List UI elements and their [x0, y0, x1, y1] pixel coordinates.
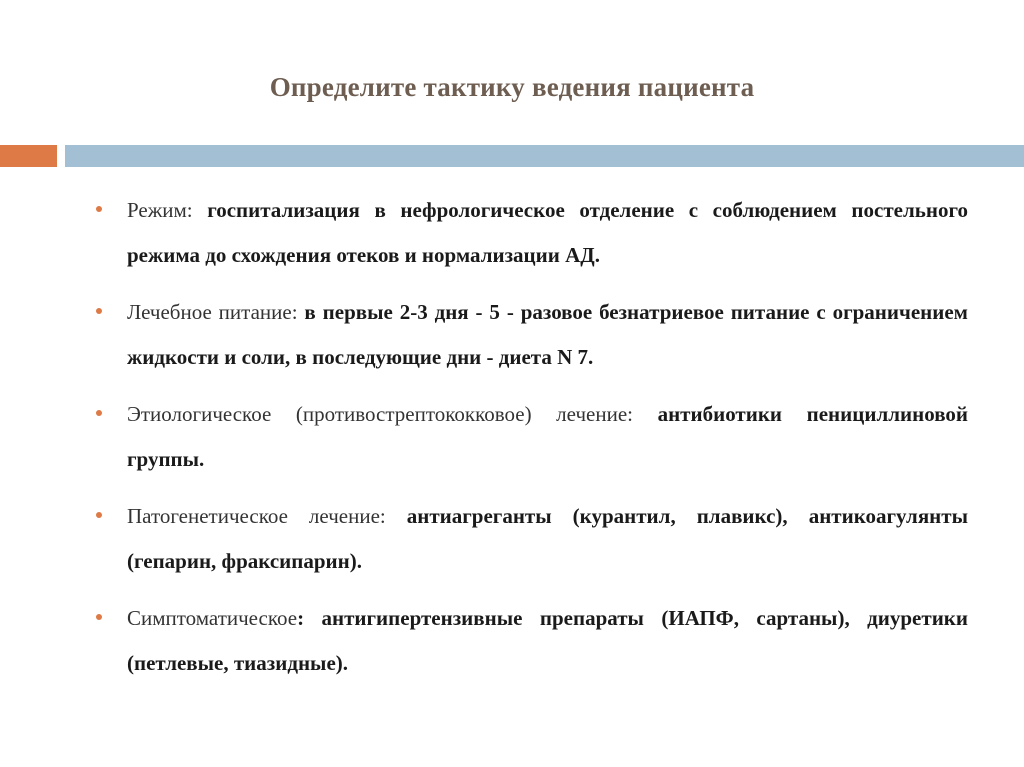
bullet-text: : антигипертензивные препараты (ИАПФ, сартаны), диуретики (петлевые, тиазидные).	[127, 606, 968, 675]
bullet-list	[96, 188, 968, 698]
bullet-lead: Режим:	[127, 198, 208, 222]
divider-accent-block	[0, 145, 57, 167]
bullet-dot-icon	[96, 206, 102, 212]
bullet-item-etiology	[96, 392, 968, 482]
bullet-dot-icon	[96, 410, 102, 416]
divider-bar	[65, 145, 1024, 167]
bullet-text: антибиотики пенициллиновой группы.	[127, 402, 968, 471]
bullet-text: в первые 2-3 дня - 5 - разовое безнатриевое питание с ограничением жидкости и соли, в последующие дни - диета N 7.	[127, 300, 968, 369]
bullet-item-pathogenesis	[96, 494, 968, 584]
bullet-dot-icon	[96, 308, 102, 314]
bullet-lead: Патогенетическое лечение:	[127, 504, 407, 528]
bullet-dot-icon	[96, 512, 102, 518]
bullet-text: госпитализация в нефрологическое отделение с соблюдением постельного режима до схождения отеков и нормализации АД.	[127, 198, 968, 267]
bullet-item-symptomatic	[96, 596, 968, 686]
bullet-lead: Симптоматическое	[127, 606, 298, 630]
bullet-lead: Этиологическое (противострептококковое) лечение:	[127, 402, 658, 426]
bullet-item-diet	[96, 290, 968, 380]
slide-title: Определите тактику ведения пациента	[269, 72, 755, 102]
bullet-dot-icon	[96, 614, 102, 620]
bullet-text: антиагреганты (курантил, плавикс), антикоагулянты (гепарин, фраксипарин).	[127, 504, 968, 573]
bullet-lead: Лечебное питание:	[127, 300, 305, 324]
bullet-item-regime	[96, 188, 968, 278]
